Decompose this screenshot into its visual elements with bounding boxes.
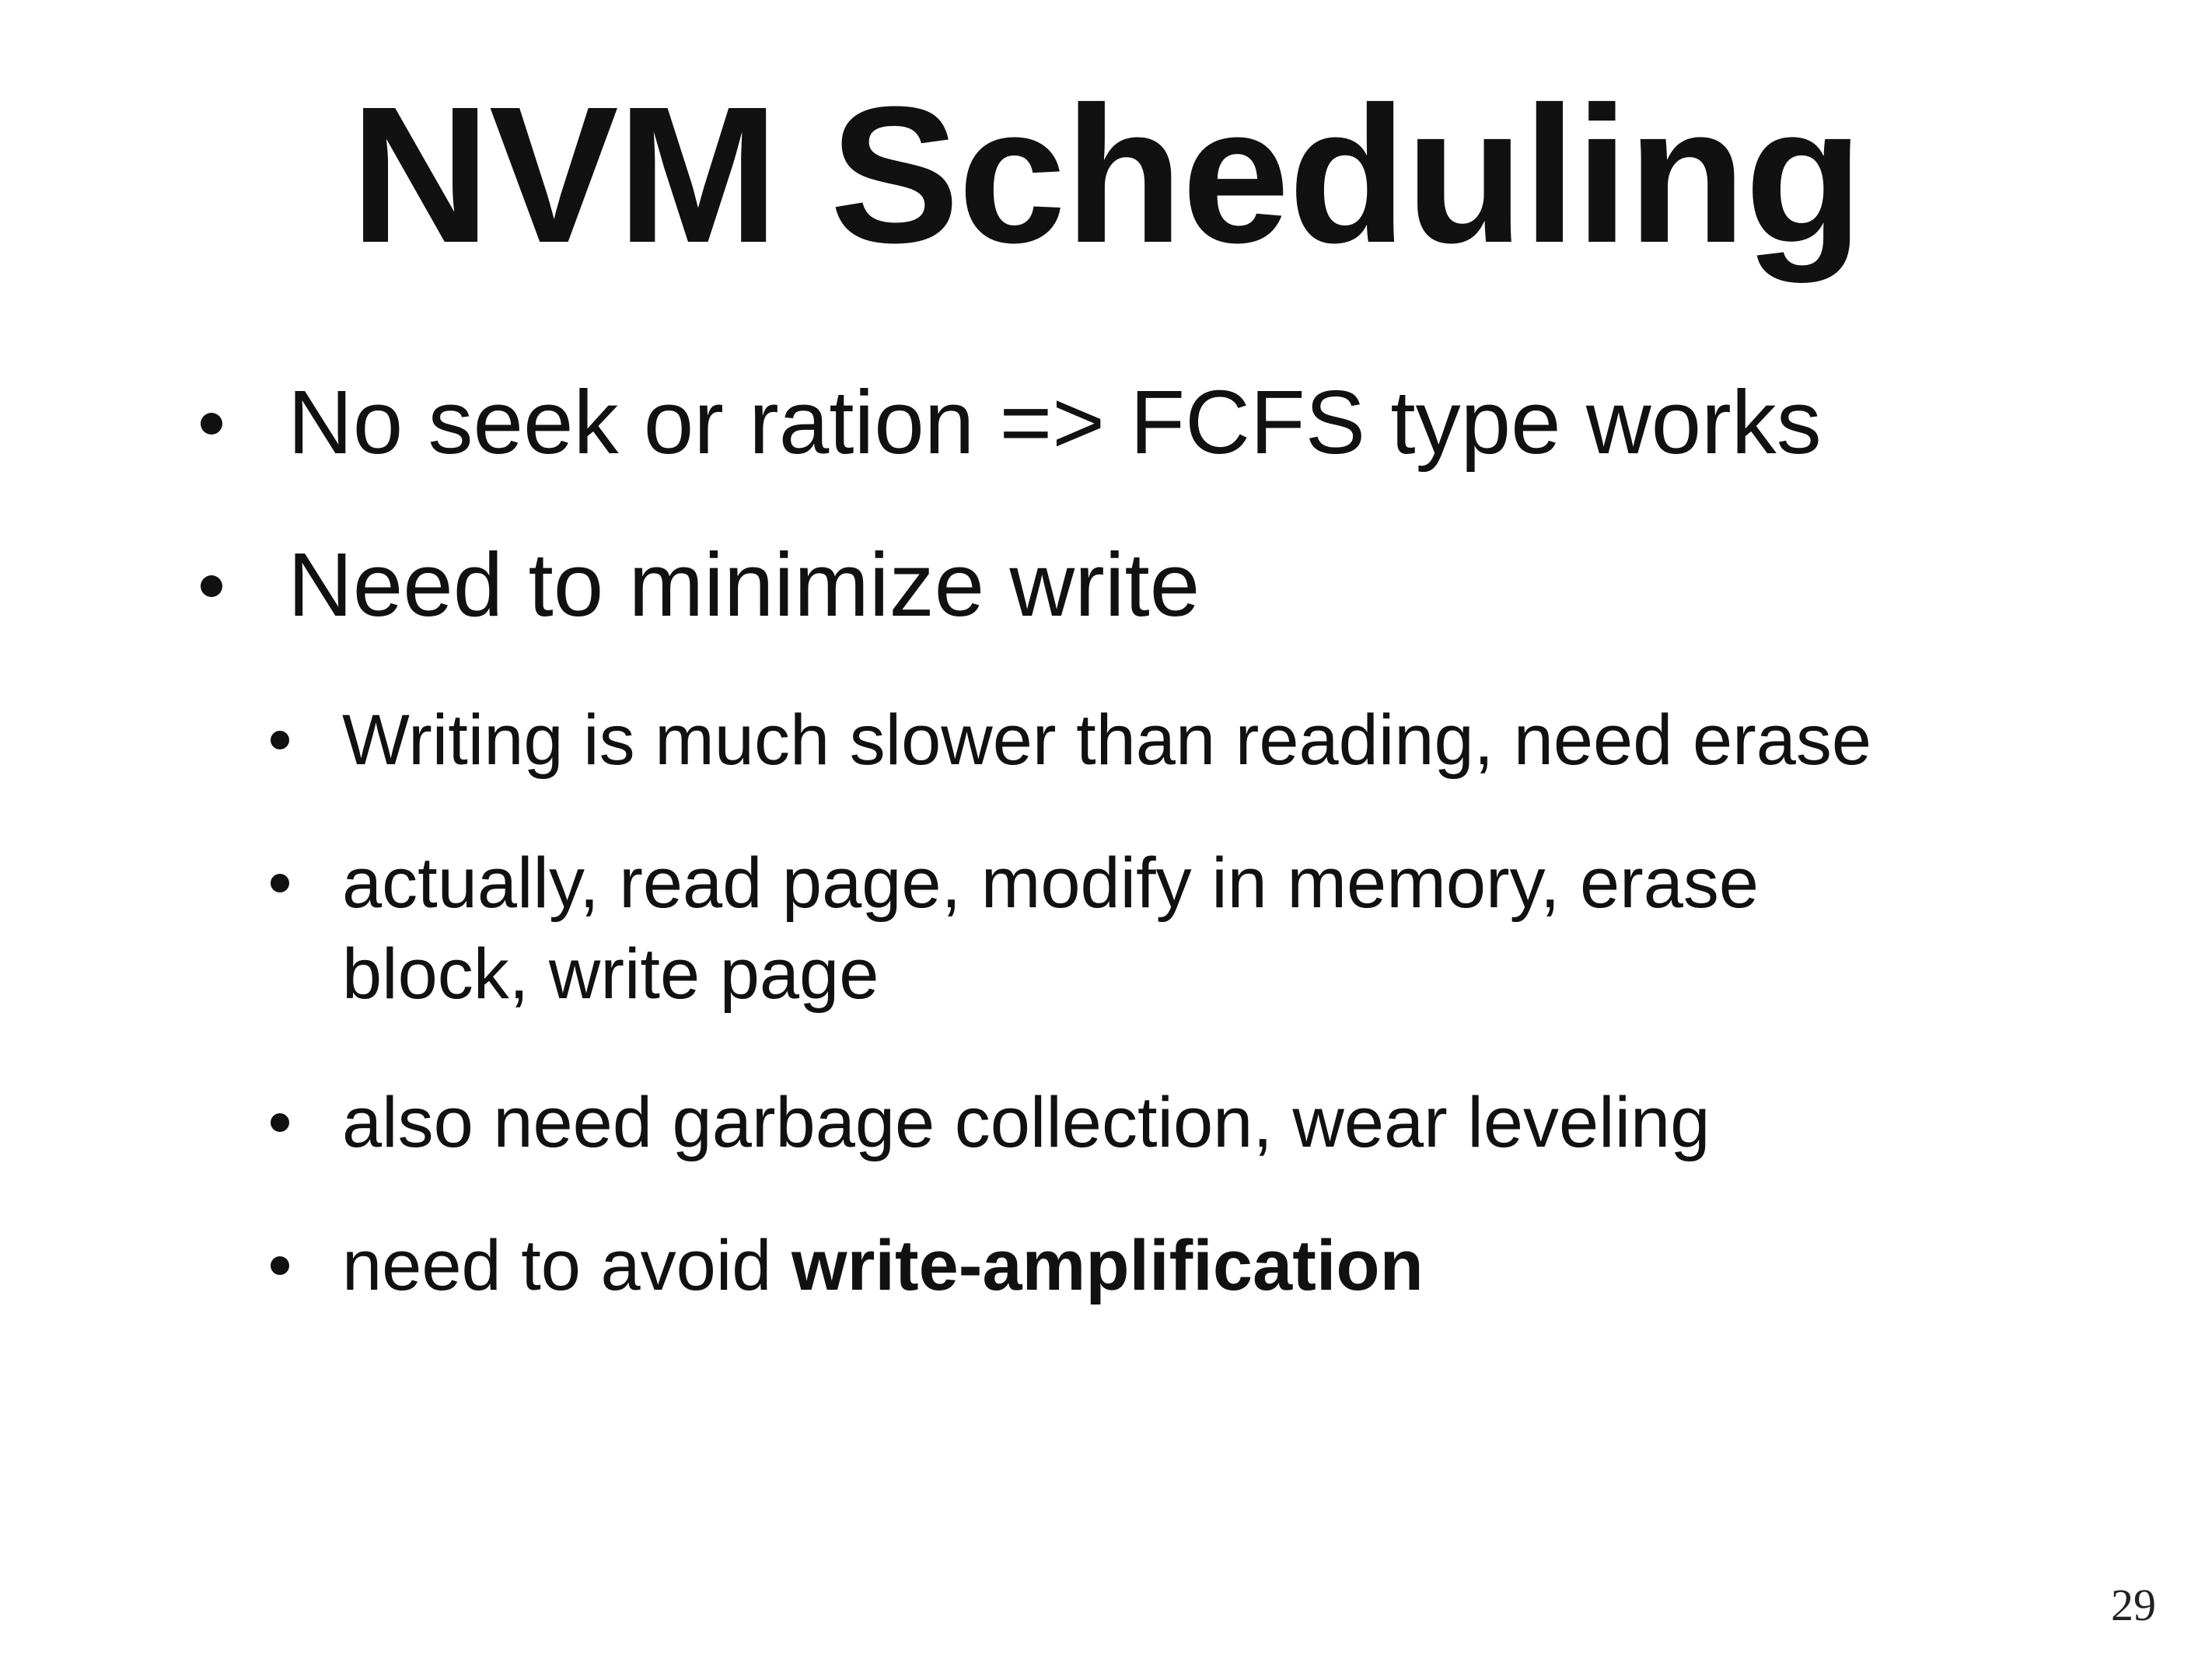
sub-bullet-text: need to avoid (342, 1226, 792, 1305)
bullet-dot-icon (271, 874, 289, 892)
bullet-item (288, 534, 2076, 635)
page-number: 29 (2111, 1580, 2156, 1630)
emphasis-text: write-amplification (791, 1226, 1424, 1305)
bullet-text: Need to minimize write (288, 534, 1200, 635)
sub-bullet-item (342, 1077, 2053, 1168)
bullet-dot-icon (201, 413, 222, 435)
sub-bullet-text: also need garbage collection, wear leveling (342, 1083, 1711, 1162)
sub-bullet-item (342, 695, 2053, 786)
sub-bullet-line-2: block, write page (342, 934, 879, 1014)
sub-bullet-item (342, 838, 2053, 1020)
bullet-dot-icon (271, 1256, 289, 1275)
slide-title: NVM Scheduling (350, 66, 1862, 283)
bullet-dot-icon (271, 1113, 289, 1132)
bullet-dot-icon (271, 731, 289, 749)
sub-bullet-line-1: actually, read page, modify in memory, erase (342, 843, 1759, 923)
bullet-item (288, 372, 2076, 473)
bullet-text: No seek or ration => FCFS type works (288, 372, 1822, 473)
bullet-dot-icon (201, 575, 222, 597)
sub-bullet-item (342, 1221, 2053, 1311)
sub-bullet-text: Writing is much slower than reading, need erase (342, 700, 1872, 780)
